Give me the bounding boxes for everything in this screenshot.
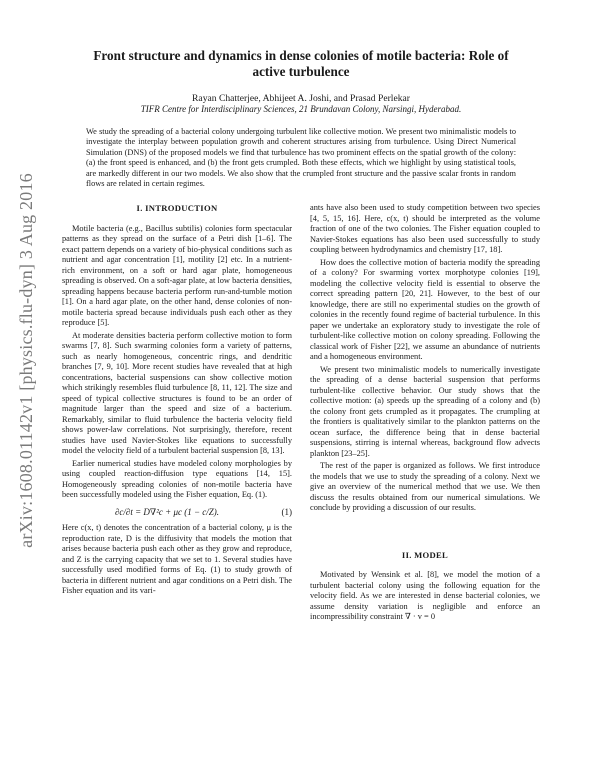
paragraph: At moderate densities bacteria perform collective motion to form swarms [7, 8]. Such swarming colonies form a variety of patterns, such as nearly homogeneous, concentric rings, and dendritic branches [7, 9, 10]. More recent studies have revealed that at high concentrations, bacterial suspensions can show collective motion which strikingly resembles fluid turbulence [8, 11, 12]. The size and speed of typical collective structures is found to be an order of magnitude larger than the speed and size of a bacterium. Remarkably, similar to fluid turbulence the bacteria velocity field shows power-law correlations. Not surprisingly, therefore, recent studies have used Navier-Stokes like equations to successfully model the velocity field of a turbulent bacterial suspension [8, 13].: [62, 330, 292, 456]
paragraph: How does the collective motion of bacteria modify the spreading of a colony? For swarming vortex morphotype colonies [19], modeling the collective velocity field is essential to observe the correct spreading pattern [20, 21]. However, to the best of our knowledge, there are still no experimental studies on the growth of colonies in the recently found regime of bacterial turbulence. In this paper we undertake an exploratory study to investigate the role of turbulent-like collective motion on colony spreading. Following the classical work of Fisher [22], we assume an abundance of nutrients and a homogeneous environment.: [310, 257, 540, 362]
section-heading-introduction: I. INTRODUCTION: [136, 203, 218, 214]
paragraph: Here c(x, t) denotes the concentration of a bacterial colony, μ is the reproduction rate, D is the diffusivity that models the motion that arises because bacteria push each other as they grow and reproduce, and Z is the carrying capacity that we set to 1. Several studies have successfully used modified forms of Eq. (1) to study growth of bacteria in different nutrient and agar conditions on a Petri dish. The Fisher equation and its vari-: [62, 523, 292, 596]
paragraph: ants have also been used to study competition between two species [4, 5, 15, 16]. Here, c(x, t) should be interpreted as the volume fraction of one of the two colonies. The Fisher equation coupled to Navier-Stokes equations has also been used successfully to study coupling between hydrodynamics and chemistry [17, 18].: [310, 203, 540, 255]
paragraph: Motile bacteria (e.g., Bacillus subtilis) colonies form spectacular patterns as they spread on the surface of a Petri dish [1–6]. The exact pattern depends on a variety of bio-physical conditions such as nutrient and agar concentration [1], motility [2] etc. In a nutrient-rich environment, on a soft or hard agar plate, homogeneous spreading is observed. On a soft-agar plate, at low bacteria densities, spreading happens because bacteria perform run-and-tumble motion [1]. On a hard agar plate, on the other hand, dense colonies of non-motile bacteria spread because individuals push each other as they reproduce [5].: [62, 223, 292, 328]
paper-authors: Rayan Chatterjee, Abhijeet A. Joshi, and Prasad Perlekar: [192, 93, 410, 104]
paper-page: [62, 48, 540, 623]
paper-abstract: We study the spreading of a bacterial colony undergoing turbulent like collective motion. We present two minimalistic models to investigate the interplay between population growth and coherent structures arising from turbulence. Using Direct Numerical Simulation (DNS) of the proposed models we find that turbulence has two prominent effects on the spatial growth of the colony: (a) the front speed is enhanced, and (b) the front gets crumpled. Both these effects, which we highlight by using statistical tools, are markedly different in our two models. We also show that the crumpled front structure and the passive scalar fronts in random flows are related in certain regimes.: [86, 127, 516, 189]
section-heading-model: II. MODEL: [401, 549, 449, 560]
paragraph: The rest of the paper is organized as follows. We first introduce the models that we use to study the spreading of a colony. Next we give an overview of the numerical method that we use. We then discuss the results obtained from our numerical simulations. We conclude by providing a discussion of our results.: [310, 461, 540, 513]
two-column-body: [62, 203, 540, 623]
paragraph: Earlier numerical studies have modeled colony morphologies by using coupled reaction-diffusion type equations [14, 15]. Homogeneously spreading colonies of non-motile bacteria have been successfully modeled using the Fisher equation, Eq. (1).: [62, 458, 292, 500]
arxiv-sidebar: [6, 140, 46, 580]
equation-number: (1): [281, 506, 292, 517]
arxiv-identifier: arXiv:1608.01142v1 [physics.flu-dyn] 3 Aug 2016: [15, 172, 36, 548]
right-column: [310, 203, 540, 623]
paragraph: Motivated by Wensink et al. [8], we model the motion of a turbulent bacterial colony using the following equation for the velocity field. As we are interested in dense bacterial colonies, we assume density variation is negligible and enforce an incompressibility constraint ∇ · v = 0: [310, 570, 540, 622]
paper-title: Front structure and dynamics in dense colonies of motile bacteria: Role of active turbulence: [93, 48, 509, 79]
left-column: [62, 203, 292, 623]
paper-affiliation: TIFR Centre for Interdisciplinary Sciences, 21 Brundavan Colony, Narsingi, Hyderabad.: [140, 104, 462, 114]
paragraph: We present two minimalistic models to numerically investigate the spreading of a dense bacterial suspension that performs turbulent-like collective behavior. Our study shows that the collective motion: (a) speeds up the spreading of a colony and (b) the colony front gets crumpled as it propagates. The crumpling at the frontiers is qualitatively similar to the plankton patterns on the ocean surface, the difference being that in dense bacterial suspensions, stirring is internal whereas, background flow advects plankton [23–25].: [310, 364, 540, 458]
equation-body: ∂c/∂t = D∇²c + μc (1 − c/Z).: [114, 506, 220, 517]
equation-fisher: [62, 507, 292, 518]
